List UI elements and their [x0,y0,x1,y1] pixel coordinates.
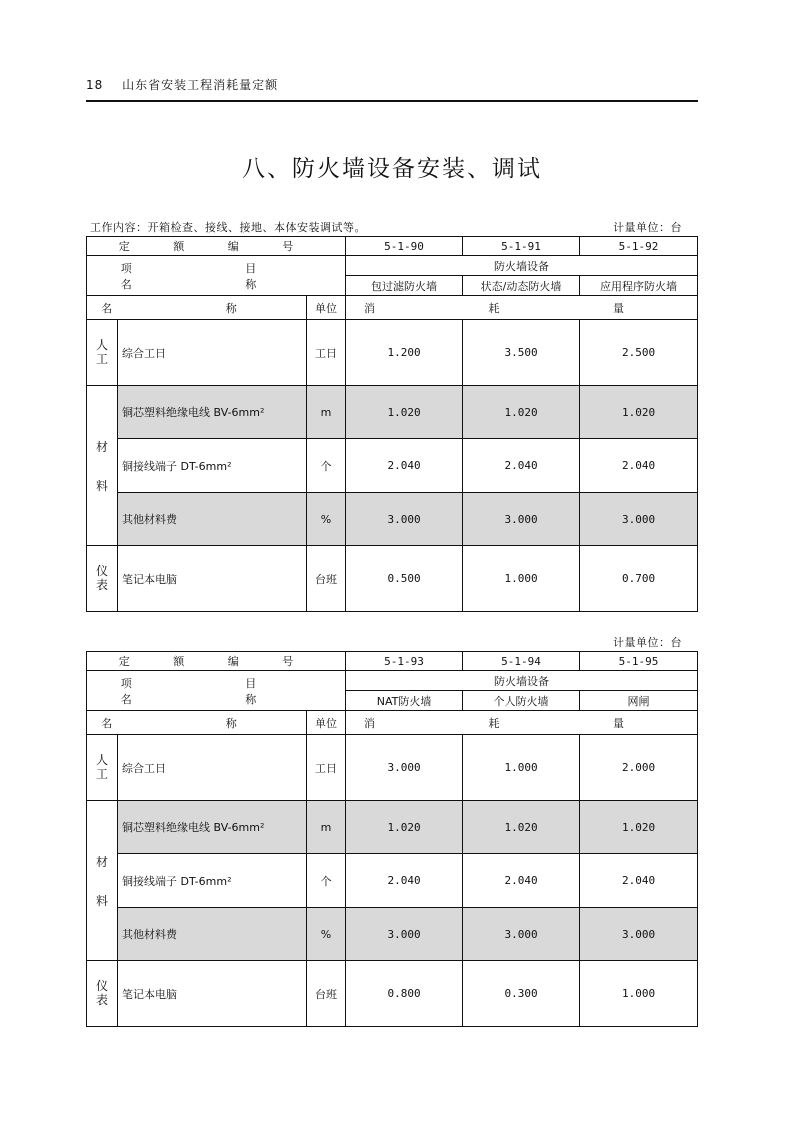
value-cell: 2.040 [463,439,580,493]
row-name: 其他材料费 [118,493,307,546]
value-cell: 2.040 [580,439,698,493]
quota-table-2 [86,651,698,1027]
category-instrument [87,546,118,612]
category-char: 人 [95,752,108,767]
value-cell: 1.020 [463,386,580,439]
item-name-label: 项 目 名 称 [87,256,346,296]
category-char: 仪 [95,978,108,993]
name-header: 名 称 [87,711,307,735]
category-char: 人 [95,337,108,352]
consumption-header: 消 耗 量 [346,296,698,320]
row-unit: 台班 [307,961,346,1027]
group-label: 防火墙设备 [346,256,698,276]
row-unit: m [307,386,346,439]
unit-header: 单位 [307,296,346,320]
category-instrument [87,961,118,1027]
category-char: 仪 [95,563,108,578]
value-cell: 2.500 [580,320,698,386]
value-cell: 1.020 [580,801,698,854]
name-header: 名 称 [87,296,307,320]
category-char: 工 [95,766,108,781]
row-name: 笔记本电脑 [118,961,307,1027]
value-cell: 2.000 [580,735,698,801]
value-cell: 3.000 [346,735,463,801]
value-cell: 1.200 [346,320,463,386]
row-unit: 台班 [307,546,346,612]
value-cell: 3.000 [580,493,698,546]
value-cell: 2.040 [346,854,463,908]
item-name: 个人防火墙 [463,691,580,711]
item-name: 网闸 [580,691,698,711]
quota-code-label: 定 额 编 号 [87,237,346,256]
value-cell: 3.000 [346,908,463,961]
value-cell: 1.000 [463,735,580,801]
quota-code: 5-1-94 [463,652,580,671]
category-char: 料 [95,478,108,493]
work-content: 工作内容：开箱检查、接线、接地、本体安装调试等。 [90,221,366,234]
value-cell: 2.040 [580,854,698,908]
row-name: 笔记本电脑 [118,546,307,612]
group-label: 防火墙设备 [346,671,698,691]
running-header [86,76,698,93]
row-unit: % [307,908,346,961]
item-name: 应用程序防火墙 [580,276,698,296]
quota-code: 5-1-95 [580,652,698,671]
item-name: 状态/动态防火墙 [463,276,580,296]
quota-code: 5-1-92 [580,237,698,256]
item-name: NAT防火墙 [346,691,463,711]
value-cell: 1.020 [346,386,463,439]
value-cell: 0.500 [346,546,463,612]
header-rule [86,100,698,102]
category-material [87,386,118,546]
category-labor [87,320,118,386]
value-cell: 2.040 [346,439,463,493]
page-number: 18 [86,78,104,92]
row-name: 综合工日 [118,735,307,801]
quota-code: 5-1-93 [346,652,463,671]
value-cell: 2.040 [463,854,580,908]
category-char: 材 [95,854,108,869]
row-name: 铜接线端子 DT-6mm² [118,439,307,493]
book-title: 山东省安装工程消耗量定额 [122,78,279,92]
item-name-label: 项 目 名 称 [87,671,346,711]
category-char: 表 [95,577,108,592]
value-cell: 1.000 [580,961,698,1027]
value-cell: 3.500 [463,320,580,386]
value-cell: 0.700 [580,546,698,612]
unit-label-1: 计量单位：台 [613,221,682,234]
row-name: 铜芯塑料绝缘电线 BV-6mm² [118,386,307,439]
value-cell: 0.300 [463,961,580,1027]
item-name: 包过滤防火墙 [346,276,463,296]
quota-code: 5-1-91 [463,237,580,256]
value-cell: 1.020 [580,386,698,439]
category-char: 工 [95,351,108,366]
row-unit: % [307,493,346,546]
category-char: 料 [95,893,108,908]
row-unit: 工日 [307,735,346,801]
quota-code: 5-1-90 [346,237,463,256]
row-name: 其他材料费 [118,908,307,961]
category-labor [87,735,118,801]
category-material [87,801,118,961]
value-cell: 1.020 [463,801,580,854]
value-cell: 3.000 [463,908,580,961]
value-cell: 0.800 [346,961,463,1027]
value-cell: 1.000 [463,546,580,612]
row-unit: 个 [307,439,346,493]
value-cell: 1.020 [346,801,463,854]
category-char: 表 [95,992,108,1007]
row-name: 综合工日 [118,320,307,386]
row-name: 铜芯塑料绝缘电线 BV-6mm² [118,801,307,854]
consumption-header: 消 耗 量 [346,711,698,735]
value-cell: 3.000 [580,908,698,961]
row-unit: 工日 [307,320,346,386]
section-title: 八、防火墙设备安装、调试 [242,156,542,182]
row-unit: m [307,801,346,854]
value-cell: 3.000 [463,493,580,546]
unit-header: 单位 [307,711,346,735]
row-name: 铜接线端子 DT-6mm² [118,854,307,908]
unit-label-2: 计量单位：台 [613,636,682,649]
row-unit: 个 [307,854,346,908]
quota-table-1 [86,236,698,612]
quota-code-label: 定 额 编 号 [87,652,346,671]
category-char: 材 [95,439,108,454]
value-cell: 3.000 [346,493,463,546]
